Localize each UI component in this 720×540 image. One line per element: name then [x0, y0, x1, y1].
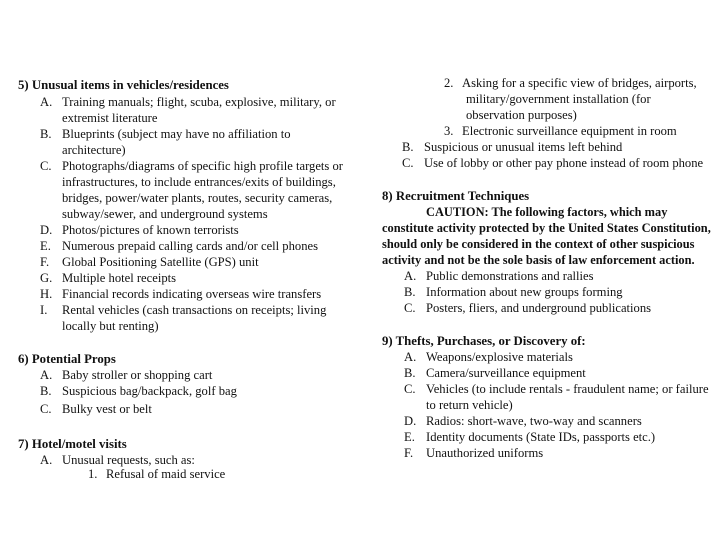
list-item: B. Blueprints (subject may have no affiliation to	[40, 127, 291, 141]
list-item: F. Unauthorized uniforms	[404, 446, 544, 460]
section-6-heading: 6) Potential Props	[18, 352, 116, 366]
sub-list-item: 2. Asking for a specific view of bridges, airports,	[444, 76, 697, 90]
list-item: F. Global Positioning Satellite (GPS) unit	[40, 255, 259, 269]
list-item: C. Vehicles (to include rentals - fraudulent name; or failure	[404, 382, 709, 396]
caution-line: should only be considered in the context of other suspicious	[382, 237, 695, 251]
sub-list-item-continuation: observation purposes)	[466, 108, 577, 122]
list-item: D. Radios: short-wave, two-way and scanners	[404, 414, 642, 428]
section-9-heading: 9) Thefts, Purchases, or Discovery of:	[382, 334, 586, 348]
section-8-heading: 8) Recruitment Techniques	[382, 189, 530, 203]
sub-list-item: 3. Electronic surveillance equipment in room	[444, 124, 677, 138]
list-item: H. Financial records indicating overseas wire transfers	[40, 287, 322, 301]
section-5-heading: 5) Unusual items in vehicles/residences	[18, 78, 229, 92]
list-item: C. Bulky vest or belt	[40, 402, 152, 416]
list-item: C. Photographs/diagrams of specific high profile targets or	[40, 159, 343, 173]
list-item: B. Camera/surveillance equipment	[404, 366, 586, 380]
list-item: C. Use of lobby or other pay phone instead of room phone	[402, 156, 704, 170]
list-item-continuation: to return vehicle)	[426, 398, 513, 412]
list-item: A. Baby stroller or shopping cart	[40, 368, 213, 382]
list-item: C. Posters, fliers, and underground publications	[404, 301, 652, 315]
list-item: B. Suspicious or unusual items left behind	[402, 140, 623, 154]
list-item-continuation: bridges, power/water plants, routes, security cameras,	[62, 191, 333, 205]
list-item: I. Rental vehicles (cash transactions on receipts; living	[40, 303, 327, 317]
list-item-continuation: infrastructures, to include entrances/exits of buildings,	[62, 175, 336, 189]
sub-list-item-continuation: military/government installation (for	[466, 92, 651, 106]
caution-line: CAUTION: The following factors, which may	[426, 205, 668, 219]
sub-list-item: 1. Refusal of maid service	[88, 467, 226, 481]
list-item-continuation: locally but renting)	[62, 319, 159, 333]
section-7-heading: 7) Hotel/motel visits	[18, 437, 127, 451]
list-item: E. Identity documents (State IDs, passports etc.)	[404, 430, 656, 444]
list-item: D. Photos/pictures of known terrorists	[40, 223, 239, 237]
list-item: A. Public demonstrations and rallies	[404, 269, 594, 283]
list-item-continuation: subway/sewer, and underground systems	[62, 207, 268, 221]
list-item-continuation: architecture)	[62, 143, 126, 157]
list-item: A. Training manuals; flight, scuba, explosive, military, or	[40, 95, 336, 109]
caution-line: constitute activity protected by the United States Constitution,	[382, 221, 711, 235]
caution-line: activity and not be the sole basis of law enforcement action.	[382, 253, 695, 267]
list-item: E. Numerous prepaid calling cards and/or cell phones	[40, 239, 318, 253]
list-item: B. Suspicious bag/backpack, golf bag	[40, 384, 237, 398]
list-item: B. Information about new groups forming	[404, 285, 623, 299]
list-item-continuation: extremist literature	[62, 111, 158, 125]
list-item: A. Unusual requests, such as:	[40, 453, 195, 467]
list-item: A. Weapons/explosive materials	[404, 350, 573, 364]
list-item: G. Multiple hotel receipts	[40, 271, 177, 285]
